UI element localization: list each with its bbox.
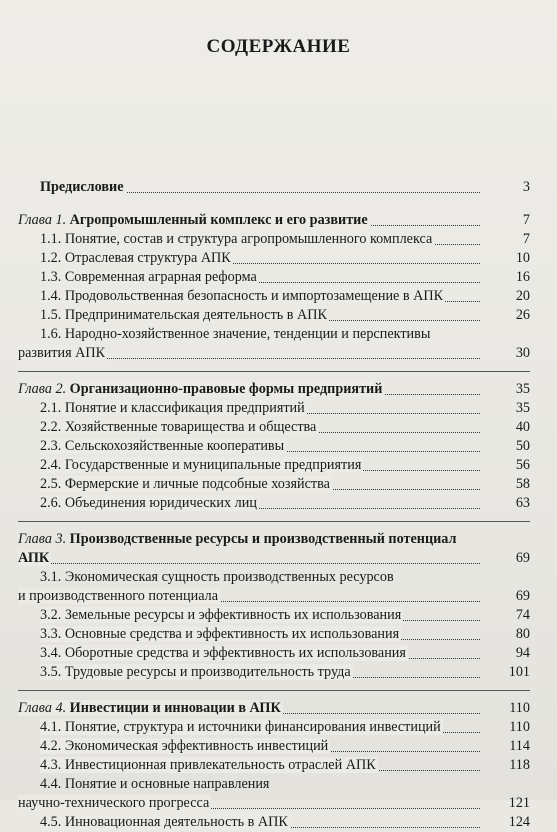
page-number: 16 bbox=[515, 269, 530, 285]
chapter-label: Глава 3. bbox=[18, 531, 67, 547]
toc-entry[interactable] bbox=[18, 644, 530, 663]
entry-text-line2: развития АПК bbox=[18, 345, 106, 361]
toc-entry-wrapped[interactable] bbox=[18, 568, 530, 606]
toc-entry[interactable] bbox=[18, 456, 530, 475]
toc-chapter-2[interactable] bbox=[18, 380, 530, 399]
toc-chapter-3[interactable] bbox=[18, 530, 530, 568]
page-number: 118 bbox=[509, 757, 530, 773]
entry-text: 2.3. Сельскохозяйственные кооперативы bbox=[40, 438, 285, 454]
entry-text-line1: 3.1. Экономическая сущность производственных ресурсов bbox=[40, 569, 394, 585]
entry-text: 1.1. Понятие, состав и структура агропромышленного комплекса bbox=[40, 231, 433, 247]
page-number: 26 bbox=[515, 307, 530, 323]
toc-entry[interactable] bbox=[18, 418, 530, 437]
chapter-title: Инвестиции и инновации в АПК bbox=[69, 700, 281, 716]
entry-text-line2: научно-технического прогресса bbox=[18, 795, 210, 811]
entry-text: 4.2. Экономическая эффективность инвестиций bbox=[40, 738, 329, 754]
page-number: 110 bbox=[509, 700, 530, 716]
page-number: 56 bbox=[515, 457, 530, 473]
page-number: 35 bbox=[515, 400, 530, 416]
page-number: 3 bbox=[522, 179, 530, 195]
toc-entry[interactable] bbox=[18, 756, 530, 775]
page-number: 94 bbox=[515, 645, 530, 661]
entry-text-line1: 4.4. Понятие и основные направления bbox=[40, 776, 270, 792]
entry-text: 3.2. Земельные ресурсы и эффективность их использования bbox=[40, 607, 402, 623]
page-number: 74 bbox=[515, 607, 530, 623]
entry-text: 1.3. Современная аграрная реформа bbox=[40, 269, 257, 285]
entry-text: 4.3. Инвестиционная привлекательность отраслей АПК bbox=[40, 757, 376, 773]
entry-text: 1.4. Продовольственная безопасность и импортозамещение в АПК bbox=[40, 288, 444, 304]
chapter-title-line1: Производственные ресурсы и производственный потенциал bbox=[69, 531, 457, 547]
toc-entry[interactable] bbox=[18, 737, 530, 756]
chapter-label: Глава 2. bbox=[18, 381, 67, 397]
entry-text: 2.6. Объединения юридических лиц bbox=[40, 495, 257, 511]
entry-text: 2.2. Хозяйственные товарищества и общества bbox=[40, 419, 317, 435]
page-number: 7 bbox=[522, 231, 530, 247]
chapter-title-line2: АПК bbox=[18, 550, 50, 566]
toc-entry[interactable] bbox=[18, 606, 530, 625]
toc-entry[interactable] bbox=[18, 437, 530, 456]
entry-text: 3.5. Трудовые ресурсы и производительность труда bbox=[40, 664, 351, 680]
toc-entry[interactable] bbox=[18, 230, 530, 249]
chapter-label: Глава 4. bbox=[18, 700, 67, 716]
page-number: 58 bbox=[515, 476, 530, 492]
toc-entry[interactable] bbox=[18, 813, 530, 832]
page-number: 10 bbox=[515, 250, 530, 266]
page-number: 35 bbox=[515, 381, 530, 397]
preface-label: Предисловие bbox=[40, 179, 124, 195]
entry-text: 3.3. Основные средства и эффективность их использования bbox=[40, 626, 400, 642]
chapter-title: Агропромышленный комплекс и его развитие bbox=[69, 212, 368, 228]
chapter-label: Глава 1. bbox=[18, 212, 67, 228]
page-number: 40 bbox=[515, 419, 530, 435]
toc-entry-wrapped[interactable] bbox=[18, 775, 530, 813]
toc-entry[interactable] bbox=[18, 625, 530, 644]
toc-entry[interactable] bbox=[18, 663, 530, 682]
toc-entry-wrapped[interactable] bbox=[18, 325, 530, 363]
toc-entry[interactable] bbox=[18, 399, 530, 418]
toc-entry[interactable] bbox=[18, 718, 530, 737]
page-title: СОДЕРЖАНИЕ bbox=[206, 36, 351, 57]
toc-chapter-1[interactable] bbox=[18, 211, 530, 230]
page-number: 114 bbox=[509, 738, 530, 754]
toc-entry[interactable] bbox=[18, 249, 530, 268]
page-number: 80 bbox=[515, 626, 530, 642]
page-number: 110 bbox=[509, 719, 530, 735]
toc-entry[interactable] bbox=[18, 268, 530, 287]
entry-text-line1: 1.6. Народно-хозяйственное значение, тенденции и перспективы bbox=[40, 326, 431, 342]
entry-text: 1.2. Отраслевая структура АПК bbox=[40, 250, 231, 266]
entry-text: 2.4. Государственные и муниципальные предприятия bbox=[40, 457, 362, 473]
page-number: 63 bbox=[515, 495, 530, 511]
chapter-title: Организационно-правовые формы предприятий bbox=[69, 381, 383, 397]
entry-text: 2.1. Понятие и классификация предприятий bbox=[40, 400, 305, 416]
toc-entry-preface[interactable] bbox=[18, 178, 530, 197]
entry-text-line2: и производственного потенциала bbox=[18, 588, 218, 604]
page-number: 7 bbox=[522, 212, 530, 228]
page-number: 101 bbox=[508, 664, 530, 680]
toc-chapter-4[interactable] bbox=[18, 699, 530, 718]
page-number: 69 bbox=[515, 550, 530, 566]
toc-entry[interactable] bbox=[18, 287, 530, 306]
page-number: 20 bbox=[515, 288, 530, 304]
entry-text: 2.5. Фермерские и личные подсобные хозяйства bbox=[40, 476, 330, 492]
entry-text: 4.1. Понятие, структура и источники финансирования инвестиций bbox=[40, 719, 441, 735]
entry-text: 1.5. Предпринимательская деятельность в АПК bbox=[40, 307, 328, 323]
page-number: 124 bbox=[508, 814, 530, 830]
page-number: 69 bbox=[515, 588, 530, 604]
toc-entry[interactable] bbox=[18, 306, 530, 325]
entry-text: 4.5. Инновационная деятельность в АПК bbox=[40, 814, 288, 830]
page-number: 121 bbox=[508, 795, 530, 811]
table-of-contents bbox=[18, 178, 530, 832]
toc-entry[interactable] bbox=[18, 475, 530, 494]
entry-text: 3.4. Оборотные средства и эффективность их использования bbox=[40, 645, 406, 661]
page-number: 50 bbox=[515, 438, 530, 454]
toc-entry[interactable] bbox=[18, 494, 530, 513]
page-number: 30 bbox=[515, 345, 530, 361]
